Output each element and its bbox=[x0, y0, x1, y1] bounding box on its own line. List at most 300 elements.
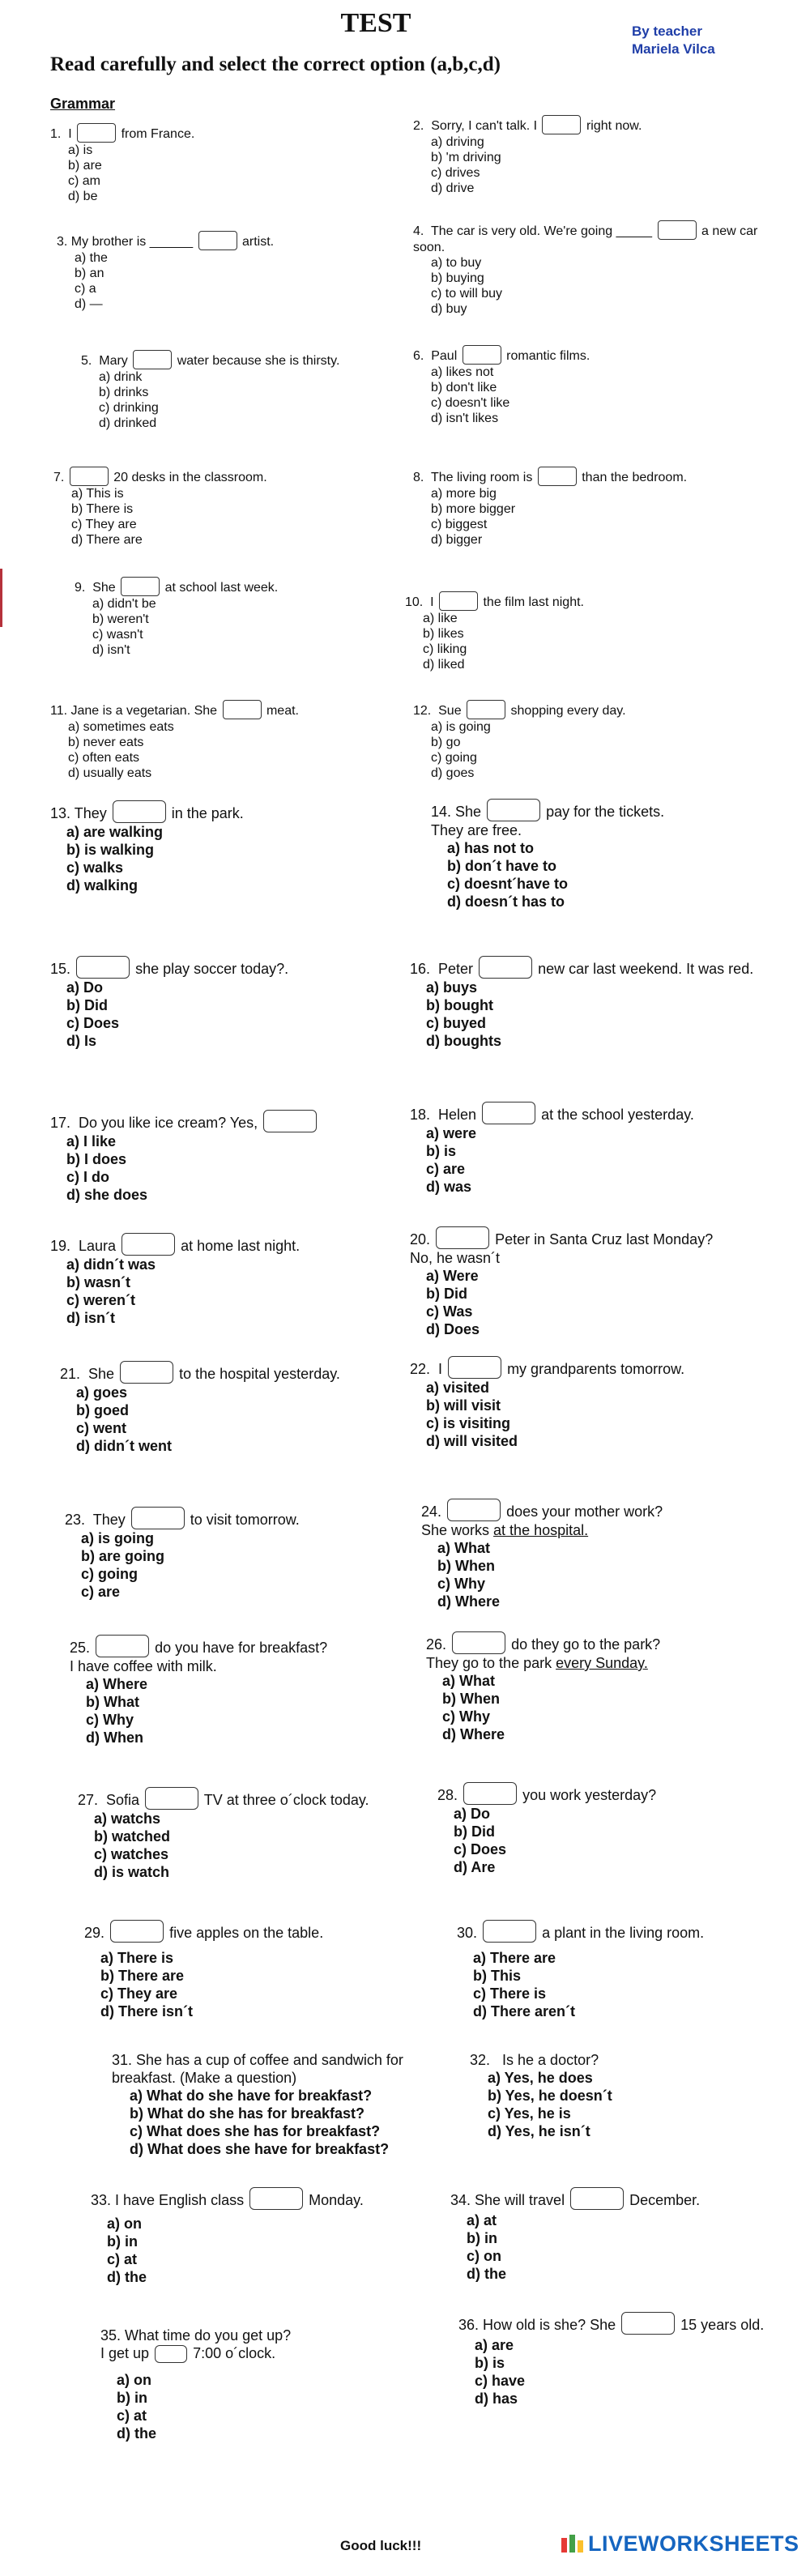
answer-box-30[interactable] bbox=[483, 1920, 536, 1943]
question-text: 3. My brother is ______ bbox=[57, 235, 194, 249]
answer-option[interactable]: a) to buy bbox=[431, 256, 482, 270]
question-text: 9. She bbox=[75, 581, 116, 595]
answer-box-8[interactable] bbox=[538, 467, 577, 486]
question-text-continued: five apples on the table. bbox=[169, 1925, 324, 1941]
answer-option[interactable]: b) Yes, he doesn´t bbox=[488, 2088, 612, 2104]
answer-option[interactable]: b) in bbox=[107, 2233, 138, 2250]
question-22 bbox=[410, 1356, 766, 1450]
option-list bbox=[50, 823, 407, 894]
question-16 bbox=[410, 956, 766, 1050]
answer-option[interactable]: d) What does she have for breakfast? bbox=[130, 2141, 390, 2157]
option-list bbox=[410, 1124, 766, 1196]
answer-option[interactable]: b) What do she has for breakfast? bbox=[130, 2105, 365, 2122]
question-text-continued: meat. bbox=[266, 704, 299, 718]
answer-option[interactable]: c) weren´t bbox=[66, 1292, 136, 1308]
question-19 bbox=[50, 1233, 407, 1327]
author-line-1: By teacher bbox=[632, 23, 702, 39]
answer-option[interactable]: b) in bbox=[467, 2230, 497, 2246]
answer-option[interactable]: d) was bbox=[426, 1179, 472, 1195]
answer-option[interactable]: b) Did bbox=[66, 997, 108, 1013]
question-14 bbox=[431, 799, 787, 911]
question-5 bbox=[81, 350, 437, 431]
answer-option[interactable]: b) Did bbox=[426, 1286, 467, 1302]
answer-option[interactable]: d) There aren´t bbox=[473, 2003, 576, 2019]
answer-option[interactable]: b) don´t have to bbox=[447, 858, 556, 874]
answer-option[interactable]: b) This bbox=[473, 1968, 521, 1984]
answer-option[interactable]: c) is visiting bbox=[426, 1415, 511, 1431]
answer-option[interactable]: c) going bbox=[431, 751, 477, 765]
answer-option[interactable]: a) What bbox=[442, 1673, 495, 1689]
question-28-stem bbox=[437, 1782, 794, 1805]
question-31-stem bbox=[112, 2051, 428, 2087]
option-list bbox=[426, 1672, 766, 1743]
answer-option[interactable]: c) on bbox=[467, 2248, 501, 2264]
option-list bbox=[91, 2215, 447, 2286]
answer-option[interactable]: a) are walking bbox=[66, 824, 164, 840]
question-36 bbox=[458, 2312, 810, 2408]
answer-option[interactable]: c) going bbox=[81, 1566, 138, 1582]
answer-box-24[interactable] bbox=[447, 1499, 501, 1521]
question-text: 16. Peter bbox=[410, 961, 474, 977]
question-text: 32. Is he a doctor? bbox=[470, 2052, 599, 2068]
answer-option[interactable]: c) Was bbox=[426, 1303, 473, 1320]
answer-box-20[interactable] bbox=[436, 1226, 489, 1249]
answer-option[interactable]: c) drives bbox=[431, 166, 480, 180]
answer-option[interactable]: d) isn´t bbox=[66, 1310, 115, 1326]
answer-option[interactable]: c) There is bbox=[473, 1985, 547, 2002]
question-text: 23. They bbox=[65, 1512, 126, 1528]
answer-option[interactable]: b) is walking bbox=[66, 842, 155, 858]
answer-option[interactable]: b) What bbox=[86, 1694, 139, 1710]
answer-box-27[interactable] bbox=[145, 1787, 198, 1810]
answer-option[interactable]: b) in bbox=[117, 2390, 147, 2406]
answer-option[interactable]: b) is bbox=[475, 2355, 505, 2371]
answer-option[interactable]: c) am bbox=[68, 174, 100, 188]
option-list bbox=[57, 250, 413, 312]
answer-option[interactable]: a) more big bbox=[431, 487, 497, 501]
answer-option[interactable]: a) at bbox=[467, 2212, 497, 2228]
question-35 bbox=[100, 2327, 457, 2442]
underlined-phrase: every Sunday. bbox=[556, 1655, 648, 1671]
question-text-continued: new car last weekend. It was red. bbox=[538, 961, 754, 977]
question-32-stem bbox=[470, 2051, 810, 2069]
answer-option[interactable]: c) biggest bbox=[431, 518, 488, 531]
answer-option[interactable]: a) like bbox=[423, 612, 458, 625]
answer-option[interactable]: c) liking bbox=[423, 642, 467, 656]
answer-option[interactable]: c) wasn't bbox=[92, 628, 143, 642]
question-29-stem bbox=[84, 1920, 441, 1943]
question-26 bbox=[426, 1631, 766, 1743]
answer-option[interactable]: d) drive bbox=[431, 181, 475, 195]
answer-box-13[interactable] bbox=[113, 800, 166, 823]
answer-option[interactable]: d) — bbox=[75, 297, 103, 311]
answer-box-28[interactable] bbox=[463, 1782, 517, 1805]
answer-box-5[interactable] bbox=[133, 350, 172, 369]
answer-box-1[interactable] bbox=[77, 123, 116, 143]
answer-option[interactable]: c) have bbox=[475, 2373, 526, 2389]
answer-option[interactable]: d) Where bbox=[437, 1593, 501, 1610]
question-text-continued: does your mother work? bbox=[506, 1503, 663, 1520]
answer-option[interactable]: a) is going bbox=[431, 720, 491, 734]
question-15 bbox=[50, 956, 407, 1050]
context-text: They go to the park bbox=[426, 1655, 556, 1671]
answer-box-10[interactable] bbox=[439, 591, 478, 611]
question-text: 19. Laura bbox=[50, 1238, 117, 1254]
question-text-continued: than the bedroom. bbox=[582, 471, 688, 484]
question-text-continued: you work yesterday? bbox=[522, 1787, 657, 1803]
answer-box-14[interactable] bbox=[487, 799, 540, 821]
answer-box-23[interactable] bbox=[131, 1507, 185, 1529]
question-21 bbox=[60, 1361, 416, 1455]
question-9 bbox=[75, 577, 431, 658]
question-text: 33. I have English class bbox=[91, 2192, 245, 2208]
answer-option[interactable]: a) Where bbox=[86, 1676, 148, 1692]
question-text: 13. They bbox=[50, 805, 107, 821]
answer-option[interactable]: c) Does bbox=[66, 1015, 120, 1031]
answer-option[interactable]: b) When bbox=[442, 1691, 500, 1707]
answer-box-2[interactable] bbox=[542, 115, 581, 134]
question-20-stem bbox=[410, 1226, 766, 1249]
option-list bbox=[413, 486, 770, 548]
question-text-continued: do they go to the park? bbox=[511, 1636, 661, 1653]
answer-option[interactable]: c) drinking bbox=[99, 401, 159, 415]
answer-option[interactable]: b) are going bbox=[81, 1548, 164, 1564]
question-text-continued: a plant in the living room. bbox=[542, 1925, 705, 1941]
answer-option[interactable]: d) usually eats bbox=[68, 766, 152, 780]
answer-option[interactable]: b) wasn´t bbox=[66, 1274, 130, 1290]
question-text-continued: at school last week. bbox=[164, 581, 279, 595]
answer-option[interactable]: c) at bbox=[117, 2408, 147, 2424]
answer-option[interactable]: c) are bbox=[81, 1584, 121, 1600]
question-text: 35. What time do you get up? bbox=[100, 2327, 292, 2344]
question-text: 27. Sofia bbox=[78, 1792, 140, 1808]
answer-option[interactable]: b) go bbox=[431, 736, 461, 749]
answer-option[interactable]: c) doesnt´have to bbox=[447, 876, 569, 892]
answer-option[interactable]: a) goes bbox=[76, 1384, 128, 1401]
question-text: 5. Mary bbox=[81, 354, 128, 368]
option-list bbox=[431, 839, 787, 911]
question-30-stem bbox=[457, 1920, 810, 1943]
answer-option[interactable]: c) doesn't like bbox=[431, 396, 510, 410]
question-36-stem bbox=[458, 2312, 810, 2335]
question-20-context: No, he wasn´t bbox=[410, 1250, 501, 1266]
answer-box-4[interactable] bbox=[658, 220, 697, 240]
question-13 bbox=[50, 800, 407, 894]
answer-option[interactable]: c) a bbox=[75, 282, 96, 296]
answer-option[interactable]: b) are bbox=[68, 159, 102, 173]
question-2 bbox=[413, 115, 770, 196]
answer-option[interactable]: d) There are bbox=[71, 533, 143, 547]
answer-option[interactable]: d) boughts bbox=[426, 1033, 501, 1049]
page-title: TEST bbox=[340, 8, 411, 38]
answer-option[interactable]: d) will visited bbox=[426, 1433, 518, 1449]
answer-option[interactable]: a) is bbox=[68, 143, 93, 157]
question-text: 15. bbox=[50, 961, 71, 977]
answer-option[interactable]: d) didn´t went bbox=[76, 1438, 172, 1454]
answer-option[interactable]: b) more bigger bbox=[431, 502, 516, 516]
answer-box-15[interactable] bbox=[76, 956, 130, 979]
answer-option[interactable]: d) There isn´t bbox=[100, 2003, 194, 2019]
answer-option[interactable]: b) weren't bbox=[92, 612, 149, 626]
option-list bbox=[50, 1256, 407, 1327]
answer-box-22[interactable] bbox=[448, 1356, 501, 1379]
answer-option[interactable]: a) Yes, he does bbox=[488, 2070, 593, 2086]
answer-option[interactable]: c) They are bbox=[71, 518, 137, 531]
question-text: 22. I bbox=[410, 1361, 443, 1377]
answer-option[interactable]: d) buy bbox=[431, 302, 467, 316]
answer-option[interactable]: c) at bbox=[107, 2251, 138, 2267]
answer-box-18[interactable] bbox=[482, 1102, 535, 1124]
answer-option[interactable]: c) buyed bbox=[426, 1015, 487, 1031]
answer-box-26[interactable] bbox=[452, 1631, 505, 1654]
answer-option[interactable]: d) is watch bbox=[94, 1864, 170, 1880]
question-text: 31. She has a cup of coffee and sandwich for breakfast. (Make a question) bbox=[112, 2052, 407, 2086]
answer-box-11[interactable] bbox=[223, 700, 262, 719]
answer-option[interactable]: c) I do bbox=[66, 1169, 109, 1185]
answer-option[interactable]: b) buying bbox=[431, 271, 484, 285]
answer-option[interactable]: b) When bbox=[437, 1558, 495, 1574]
answer-option[interactable]: a) There is bbox=[100, 1950, 174, 1966]
answer-option[interactable]: a) There are bbox=[473, 1950, 556, 1966]
answer-box-17[interactable] bbox=[263, 1110, 317, 1132]
question-text: 26. bbox=[426, 1636, 447, 1653]
answer-option[interactable]: a) were bbox=[426, 1125, 477, 1141]
answer-box-12[interactable] bbox=[467, 700, 505, 719]
answer-option[interactable]: b) watched bbox=[94, 1828, 171, 1845]
question-text-continued: at home last night. bbox=[181, 1238, 301, 1254]
question-10 bbox=[405, 591, 761, 672]
answer-box-33[interactable] bbox=[249, 2187, 303, 2210]
answer-option[interactable]: c) to will buy bbox=[431, 287, 503, 301]
question-7-stem bbox=[53, 467, 410, 486]
answer-box-35[interactable] bbox=[155, 2345, 187, 2363]
answer-option[interactable]: d) Where bbox=[442, 1726, 505, 1742]
answer-box-36[interactable] bbox=[621, 2312, 675, 2335]
question-10-stem bbox=[405, 591, 761, 611]
answer-option[interactable]: c) Why bbox=[437, 1576, 486, 1592]
answer-option[interactable]: a) has not to bbox=[447, 840, 534, 856]
question-text-continued: the film last night. bbox=[483, 595, 584, 609]
answer-option[interactable]: b) bought bbox=[426, 997, 493, 1013]
question-3-stem bbox=[57, 231, 413, 250]
answer-option[interactable]: b) will visit bbox=[426, 1397, 501, 1414]
answer-option[interactable]: c) Yes, he is bbox=[488, 2105, 571, 2122]
question-14-context: They are free. bbox=[431, 822, 522, 838]
question-11-stem bbox=[50, 700, 407, 719]
question-27 bbox=[78, 1787, 434, 1881]
question-27-stem bbox=[78, 1787, 434, 1810]
answer-option[interactable]: c) Does bbox=[454, 1841, 507, 1857]
answer-option[interactable]: a) buys bbox=[426, 979, 478, 996]
question-25 bbox=[70, 1635, 426, 1746]
answer-option[interactable]: a) on bbox=[107, 2216, 142, 2232]
answer-option[interactable]: a) likes not bbox=[431, 365, 494, 379]
question-text: 14. She bbox=[431, 804, 482, 820]
answer-option[interactable]: c) walks bbox=[66, 859, 124, 876]
answer-option[interactable]: d) she does bbox=[66, 1187, 148, 1203]
question-14-stem bbox=[431, 799, 787, 821]
question-6 bbox=[413, 345, 770, 426]
question-22-stem bbox=[410, 1356, 766, 1379]
answer-option[interactable]: d) Yes, he isn´t bbox=[488, 2123, 590, 2139]
answer-option[interactable]: b) Did bbox=[454, 1823, 495, 1840]
answer-option[interactable]: a) didn't be bbox=[92, 597, 156, 611]
answer-box-19[interactable] bbox=[122, 1233, 175, 1256]
answer-option[interactable]: d) the bbox=[117, 2425, 156, 2442]
answer-option[interactable]: d) doesn´t has to bbox=[447, 893, 565, 910]
option-list bbox=[413, 255, 770, 317]
question-35-context bbox=[100, 2344, 457, 2363]
answer-option[interactable]: d) isn't bbox=[92, 643, 130, 657]
answer-option[interactable]: d) isn't likes bbox=[431, 412, 499, 425]
question-13-stem bbox=[50, 800, 407, 823]
answer-option[interactable]: d) Is bbox=[66, 1033, 97, 1049]
answer-option[interactable]: d) liked bbox=[423, 658, 465, 672]
section-heading: Grammar bbox=[50, 96, 116, 112]
option-list bbox=[413, 719, 770, 781]
answer-option[interactable]: d) goes bbox=[431, 766, 475, 780]
answer-option[interactable]: d) walking bbox=[66, 877, 139, 893]
question-text: 34. She will travel bbox=[450, 2192, 565, 2208]
question-text: 36. How old is she? She bbox=[458, 2317, 616, 2333]
answer-option[interactable]: b) drinks bbox=[99, 386, 149, 399]
answer-box-9[interactable] bbox=[121, 577, 160, 596]
answer-option[interactable]: c) They are bbox=[100, 1985, 178, 2002]
question-1-stem bbox=[50, 123, 407, 143]
answer-option[interactable]: b) an bbox=[75, 267, 104, 280]
answer-option[interactable]: b) is bbox=[426, 1143, 457, 1159]
option-list bbox=[457, 1949, 810, 2020]
option-list bbox=[81, 369, 437, 431]
answer-option[interactable]: b) never eats bbox=[68, 736, 144, 749]
answer-option[interactable]: a) didn´t was bbox=[66, 1256, 156, 1273]
question-18 bbox=[410, 1102, 766, 1196]
question-text-continued: 15 years old. bbox=[680, 2317, 765, 2333]
answer-option[interactable]: a) drink bbox=[99, 370, 143, 384]
answer-option[interactable]: d) When bbox=[86, 1729, 143, 1746]
answer-box-6[interactable] bbox=[463, 345, 501, 365]
answer-option[interactable]: d) Does bbox=[426, 1321, 480, 1337]
answer-option[interactable]: a) driving bbox=[431, 135, 484, 149]
answer-option[interactable]: a) sometimes eats bbox=[68, 720, 174, 734]
answer-option[interactable]: b) I does bbox=[66, 1151, 127, 1167]
option-list bbox=[112, 2087, 428, 2158]
question-text-continued: pay for the tickets. bbox=[546, 804, 665, 820]
question-2-stem bbox=[413, 115, 770, 134]
answer-option[interactable]: c) Why bbox=[86, 1712, 134, 1728]
answer-option[interactable]: a) are bbox=[475, 2337, 514, 2353]
answer-option[interactable]: d) Are bbox=[454, 1859, 496, 1875]
answer-option[interactable]: b) There is bbox=[71, 502, 134, 516]
question-1 bbox=[50, 123, 407, 204]
answer-option[interactable]: a) I like bbox=[66, 1133, 117, 1149]
answer-option[interactable]: c) often eats bbox=[68, 751, 140, 765]
good-luck-text: Good luck!!! bbox=[340, 2538, 422, 2553]
answer-option[interactable]: a) Do bbox=[66, 979, 103, 996]
answer-option[interactable]: b) don't like bbox=[431, 381, 497, 395]
answer-option[interactable]: c) Why bbox=[442, 1708, 491, 1725]
answer-option[interactable]: a) is going bbox=[81, 1530, 154, 1546]
question-30 bbox=[457, 1920, 810, 2020]
question-18-stem bbox=[410, 1102, 766, 1124]
answer-box-3[interactable] bbox=[198, 231, 237, 250]
question-19-stem bbox=[50, 1233, 407, 1256]
answer-option[interactable]: b) goed bbox=[76, 1402, 129, 1418]
option-list bbox=[50, 719, 407, 781]
answer-option[interactable]: d) the bbox=[107, 2269, 147, 2285]
option-list bbox=[421, 1539, 761, 1610]
question-text: 7. bbox=[53, 471, 65, 484]
question-text-continued: do you have for breakfast? bbox=[155, 1640, 328, 1656]
question-11 bbox=[50, 700, 407, 781]
answer-option[interactable]: a) Were bbox=[426, 1268, 479, 1284]
answer-option[interactable]: d) has bbox=[475, 2390, 518, 2407]
question-31 bbox=[112, 2051, 428, 2158]
answer-option[interactable]: a) watchs bbox=[94, 1810, 161, 1827]
answer-option[interactable]: d) bigger bbox=[431, 533, 483, 547]
question-12-stem bbox=[413, 700, 770, 719]
answer-option[interactable]: d) the bbox=[467, 2266, 506, 2282]
answer-option[interactable]: c) went bbox=[76, 1420, 127, 1436]
answer-option[interactable]: b) 'm driving bbox=[431, 151, 501, 164]
context-text-continued: 7:00 o´clock. bbox=[193, 2345, 276, 2361]
question-33-stem bbox=[91, 2187, 447, 2210]
answer-option[interactable]: b) There are bbox=[100, 1968, 185, 1984]
answer-option[interactable]: a) What bbox=[437, 1540, 490, 1556]
answer-option[interactable]: a) visited bbox=[426, 1380, 490, 1396]
question-text-continued: she play soccer today?. bbox=[135, 961, 289, 977]
answer-option[interactable]: b) likes bbox=[423, 627, 464, 641]
question-text-continued: in the park. bbox=[171, 805, 244, 821]
question-text: 25. bbox=[70, 1640, 91, 1656]
question-text: 6. Paul bbox=[413, 349, 458, 363]
question-24 bbox=[421, 1499, 761, 1610]
question-text-continued: Peter in Santa Cruz last Monday? bbox=[495, 1231, 714, 1247]
question-12 bbox=[413, 700, 770, 781]
answer-option[interactable]: a) What do she have for breakfast? bbox=[130, 2088, 373, 2104]
answer-option[interactable]: a) Do bbox=[454, 1806, 490, 1822]
underlined-phrase: at the hospital. bbox=[493, 1522, 589, 1538]
answer-option[interactable]: c) are bbox=[426, 1161, 466, 1177]
answer-option[interactable]: c) What does she has for breakfast? bbox=[130, 2123, 381, 2139]
answer-option[interactable]: a) the bbox=[75, 251, 108, 265]
answer-option[interactable]: a) This is bbox=[71, 487, 124, 501]
option-list bbox=[410, 1267, 766, 1338]
option-list bbox=[100, 2371, 457, 2442]
question-17 bbox=[50, 1110, 407, 1204]
question-4-stem bbox=[413, 220, 770, 255]
question-text: 30. bbox=[457, 1925, 478, 1941]
answer-option[interactable]: d) drinked bbox=[99, 416, 157, 430]
question-20 bbox=[410, 1226, 766, 1338]
answer-box-7[interactable] bbox=[70, 467, 109, 486]
answer-box-16[interactable] bbox=[479, 956, 532, 979]
option-list bbox=[458, 2336, 810, 2408]
answer-option[interactable]: d) be bbox=[68, 190, 98, 203]
answer-box-25[interactable] bbox=[96, 1635, 149, 1657]
question-4 bbox=[413, 220, 770, 317]
answer-option[interactable]: a) on bbox=[117, 2372, 151, 2388]
answer-box-29[interactable] bbox=[110, 1920, 164, 1943]
answer-box-34[interactable] bbox=[570, 2187, 624, 2210]
answer-box-21[interactable] bbox=[120, 1361, 173, 1384]
question-34-stem bbox=[450, 2187, 807, 2210]
question-35-stem bbox=[100, 2327, 457, 2344]
question-25-stem bbox=[70, 1635, 426, 1657]
answer-option[interactable]: c) watches bbox=[94, 1846, 169, 1862]
option-list bbox=[78, 1810, 434, 1881]
context-text: I get up bbox=[100, 2345, 150, 2361]
